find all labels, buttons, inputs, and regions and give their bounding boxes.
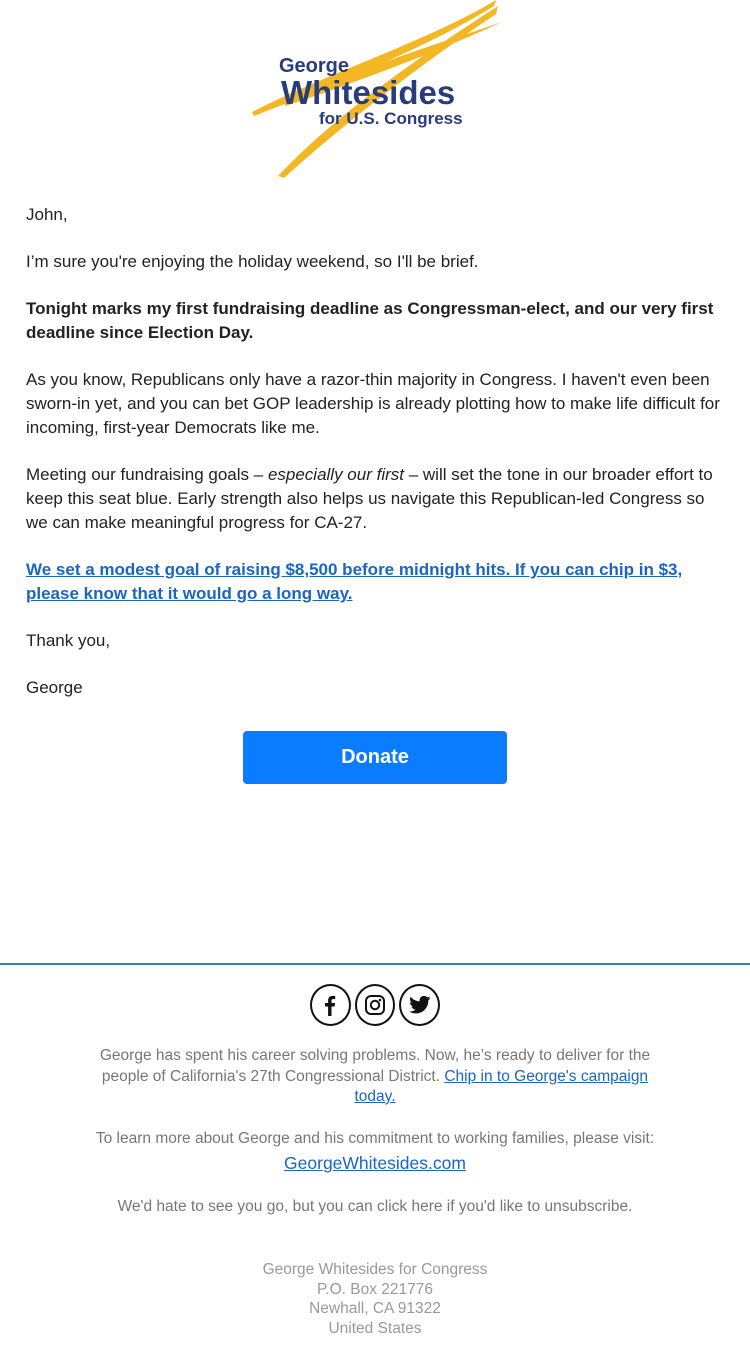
address-po-box: P.O. Box 221776 [316, 1280, 434, 1298]
address-city: Newhall, CA 91322 [309, 1300, 441, 1317]
logo-line-congress: for U.S. Congress [319, 109, 463, 128]
campaign-logo [240, 0, 510, 185]
goals-text-italic: especially our first [267, 465, 404, 484]
ask-paragraph [26, 558, 726, 606]
mailing-address [175, 1260, 575, 1338]
footer-unsubscribe [80, 1197, 670, 1218]
majority-paragraph: As you know, Republicans only have a razor-thin majority in Congress. I haven't even been sworn-in yet, and you can bet GOP leadership is already plotting how to make life difficult for incoming, first-year Democrats like me. [26, 370, 720, 437]
footer-divider [0, 963, 750, 965]
logo-line-george: George [279, 55, 350, 77]
goals-text-start: Meeting our fundraising goals – [26, 465, 268, 484]
twitter-icon[interactable] [399, 984, 440, 1026]
intro-paragraph: I’m sure you're enjoying the holiday weekend, so I'll be brief. [26, 252, 479, 271]
goals-text-end: – will set the tone in our broader effort to keep this seat blue. Early strength also helps us navigate this Republican-led Congress so we can make meaningful progress for CA-27. [26, 465, 713, 532]
email-body [26, 203, 726, 723]
footer-about [80, 1046, 670, 1108]
footer-about-text: George has spent his career solving problems. Now, he’s ready to deliver for the people of California's 27th Congressional District. [99, 1047, 651, 1085]
deadline-paragraph: Tonight marks my first fundraising deadline as Congressman-elect, and our very first deadline since Election Day. [26, 299, 714, 342]
donate-button-container [243, 731, 507, 784]
footer-learn-more [80, 1129, 670, 1176]
social-links [310, 984, 440, 1026]
address-country: United States [328, 1319, 422, 1337]
closing: Thank you, [26, 631, 111, 650]
goals-paragraph [26, 463, 726, 535]
donation-ask-link[interactable]: We set a modest goal of raising $8,500 before midnight hits. If you can chip in $3, please know that it would go a long way. [26, 560, 683, 603]
facebook-icon[interactable] [310, 984, 351, 1026]
logo-line-whitesides: Whitesides [281, 74, 456, 111]
footer-learn-text: To learn more about George and his commitment to working families, please visit: [95, 1130, 655, 1147]
greeting: John, [26, 205, 68, 224]
donate-button[interactable]: Donate [243, 731, 507, 784]
logo-swoosh-graphic [240, 0, 510, 185]
signature: George [26, 678, 83, 697]
instagram-icon[interactable] [355, 984, 396, 1026]
address-org: George Whitesides for Congress [262, 1261, 488, 1278]
website-link[interactable]: GeorgeWhitesides.com [284, 1152, 466, 1173]
chip-in-link[interactable]: Chip in to George's campaign today. [354, 1067, 649, 1105]
unsubscribe-link[interactable]: We'd hate to see you go, but you can click here if you'd like to unsubscribe. [117, 1198, 633, 1215]
